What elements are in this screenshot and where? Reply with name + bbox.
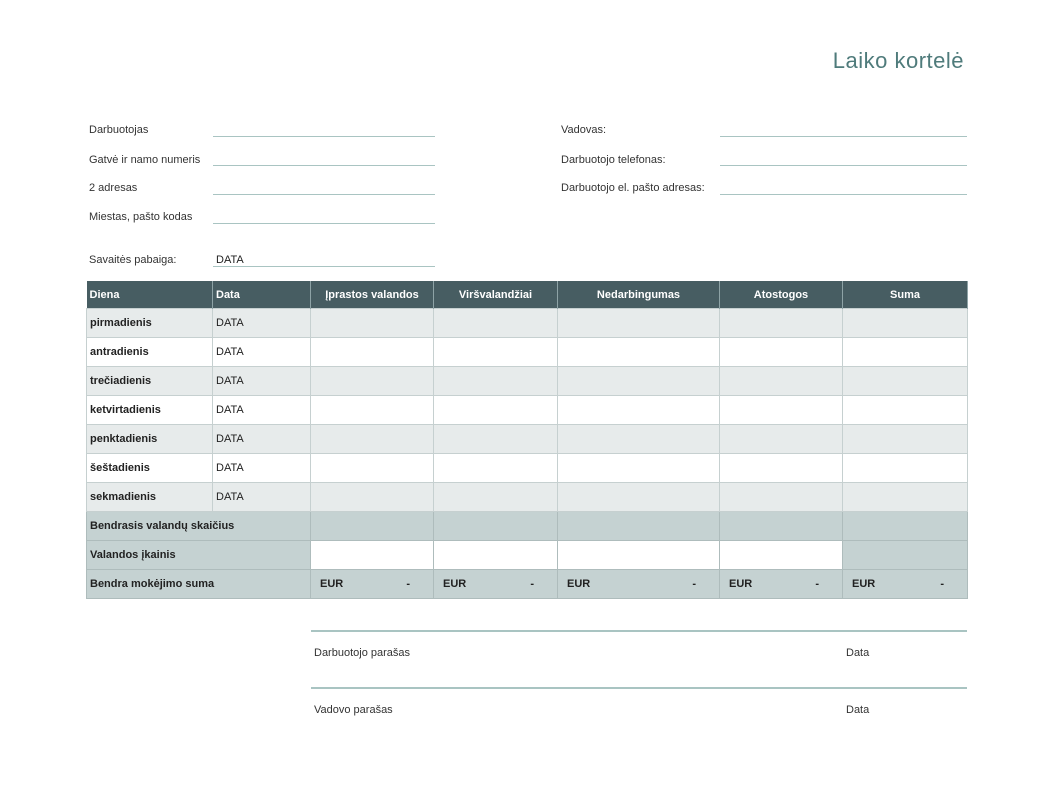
page-title: Laiko kortelė [832, 48, 964, 73]
employee-field[interactable] [213, 136, 435, 137]
manager-signature-line[interactable] [311, 687, 967, 689]
amount-value: - [815, 578, 819, 590]
table-row [87, 367, 968, 396]
regular-hours-cell[interactable] [311, 367, 434, 396]
date-cell[interactable]: DATA [213, 425, 311, 454]
date-cell[interactable]: DATA [213, 309, 311, 338]
amount-value: - [530, 578, 534, 590]
rate-regular-input[interactable] [311, 541, 434, 570]
street-label: Gatvė ir namo numeris [89, 154, 201, 166]
sick-cell[interactable] [558, 454, 720, 483]
rate-vacation-input[interactable] [720, 541, 843, 570]
table-row [87, 309, 968, 338]
date-cell[interactable]: DATA [213, 454, 311, 483]
table-row [87, 425, 968, 454]
manager-field[interactable] [720, 136, 967, 137]
manager-signature-label: Vadovo parašas [314, 704, 393, 716]
header-total: Suma [843, 281, 968, 309]
table-row [87, 483, 968, 512]
total-cell [843, 367, 968, 396]
city-label: Miestas, pašto kodas [89, 211, 193, 223]
total-cell [843, 454, 968, 483]
vacation-cell[interactable] [720, 338, 843, 367]
header-day: Diena [87, 281, 213, 309]
employee-signature-line[interactable] [311, 630, 967, 632]
street-field[interactable] [213, 165, 435, 166]
vacation-cell[interactable] [720, 367, 843, 396]
overtime-cell[interactable] [434, 454, 558, 483]
manager-label: Vadovas: [561, 124, 607, 136]
timesheet-table [86, 281, 968, 599]
amount-value: - [940, 578, 944, 590]
date-cell[interactable]: DATA [213, 338, 311, 367]
week-end-value[interactable]: DATA [216, 254, 244, 266]
total-pay-label: Bendra mokėjimo suma [87, 570, 311, 599]
currency-label: EUR [320, 578, 344, 590]
address2-label: 2 adresas [89, 182, 138, 194]
week-end-label: Savaitės pabaiga: [89, 254, 177, 266]
regular-hours-cell[interactable] [311, 309, 434, 338]
day-cell: ketvirtadienis [87, 396, 213, 425]
date-cell[interactable]: DATA [213, 483, 311, 512]
rate-sum-cell [843, 541, 968, 570]
day-cell: trečiadienis [87, 367, 213, 396]
rate-label: Valandos įkainis [87, 541, 311, 570]
rate-overtime-input[interactable] [434, 541, 558, 570]
total-hours-label: Bendrasis valandų skaičius [87, 512, 311, 541]
currency-label: EUR [443, 578, 467, 590]
currency-label: EUR [567, 578, 591, 590]
date-cell[interactable]: DATA [213, 396, 311, 425]
day-cell: pirmadienis [87, 309, 213, 338]
sick-cell[interactable] [558, 338, 720, 367]
table-row [87, 396, 968, 425]
vacation-cell[interactable] [720, 454, 843, 483]
total-sick-cell [558, 512, 720, 541]
day-cell: šeštadienis [87, 454, 213, 483]
pay-sum-cell [843, 570, 968, 599]
header-sick: Nedarbingumas [558, 281, 720, 309]
sick-cell[interactable] [558, 396, 720, 425]
manager-signature-date-label: Data [846, 704, 870, 716]
overtime-cell[interactable] [434, 425, 558, 454]
total-hours-row [87, 512, 968, 541]
day-cell: penktadienis [87, 425, 213, 454]
pay-sick-cell [558, 570, 720, 599]
table-row [87, 454, 968, 483]
total-cell [843, 338, 968, 367]
regular-hours-cell[interactable] [311, 425, 434, 454]
city-field[interactable] [213, 223, 435, 224]
regular-hours-cell[interactable] [311, 396, 434, 425]
email-label: Darbuotojo el. pašto adresas: [561, 182, 705, 194]
vacation-cell[interactable] [720, 309, 843, 338]
table-header-row [87, 281, 968, 309]
amount-value: - [692, 578, 696, 590]
total-vacation-cell [720, 512, 843, 541]
total-cell [843, 396, 968, 425]
rate-sick-input[interactable] [558, 541, 720, 570]
pay-vacation-cell [720, 570, 843, 599]
day-cell: antradienis [87, 338, 213, 367]
table-row [87, 338, 968, 367]
sick-cell[interactable] [558, 367, 720, 396]
currency-label: EUR [852, 578, 876, 590]
overtime-cell[interactable] [434, 367, 558, 396]
regular-hours-cell[interactable] [311, 483, 434, 512]
vacation-cell[interactable] [720, 425, 843, 454]
employee-label: Darbuotojas [89, 124, 149, 136]
amount-value: - [406, 578, 410, 590]
currency-label: EUR [729, 578, 753, 590]
rate-row [87, 541, 968, 570]
email-field[interactable] [720, 194, 967, 195]
address2-field[interactable] [213, 194, 435, 195]
total-cell [843, 483, 968, 512]
overtime-cell[interactable] [434, 338, 558, 367]
sick-cell[interactable] [558, 425, 720, 454]
overtime-cell[interactable] [434, 309, 558, 338]
vacation-cell[interactable] [720, 396, 843, 425]
regular-hours-cell[interactable] [311, 338, 434, 367]
pay-regular-cell [311, 570, 434, 599]
total-pay-row [87, 570, 968, 599]
total-regular-cell [311, 512, 434, 541]
total-cell [843, 309, 968, 338]
overtime-cell[interactable] [434, 396, 558, 425]
phone-field[interactable] [720, 165, 967, 166]
sick-cell[interactable] [558, 309, 720, 338]
header-date: Data [213, 281, 311, 309]
header-regular-hours: Įprastos valandos [311, 281, 434, 309]
total-sum-cell [843, 512, 968, 541]
header-vacation: Atostogos [720, 281, 843, 309]
employee-signature-date-label: Data [846, 647, 870, 659]
header-overtime: Viršvalandžiai [434, 281, 558, 309]
vacation-cell[interactable] [720, 483, 843, 512]
day-cell: sekmadienis [87, 483, 213, 512]
week-end-field[interactable] [213, 266, 435, 267]
total-cell [843, 425, 968, 454]
sick-cell[interactable] [558, 483, 720, 512]
total-overtime-cell [434, 512, 558, 541]
regular-hours-cell[interactable] [311, 454, 434, 483]
overtime-cell[interactable] [434, 483, 558, 512]
pay-overtime-cell [434, 570, 558, 599]
employee-signature-label: Darbuotojo parašas [314, 647, 411, 659]
phone-label: Darbuotojo telefonas: [561, 154, 666, 166]
date-cell[interactable]: DATA [213, 367, 311, 396]
